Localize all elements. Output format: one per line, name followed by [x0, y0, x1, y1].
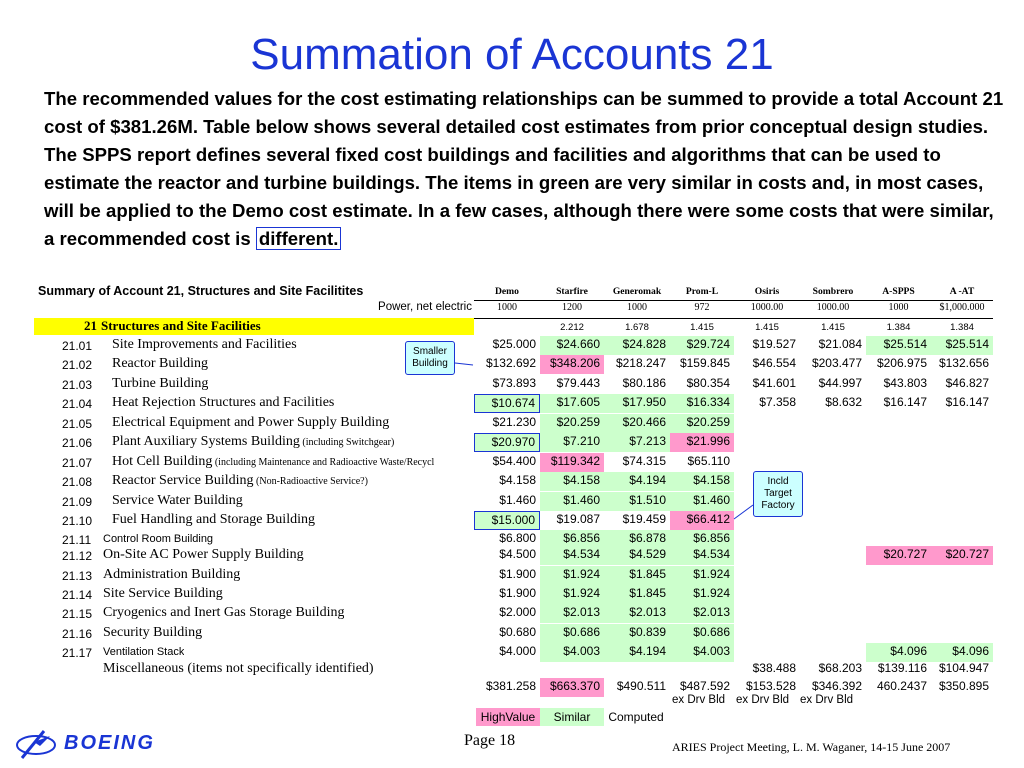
row-label-text: Reactor Building — [112, 356, 209, 371]
power-value: $1,000.000 — [939, 302, 985, 313]
cost-cell: $66.412 — [670, 511, 734, 530]
ex-note: ex Drv Bld — [736, 694, 790, 706]
cost-cell: $1.460 — [499, 493, 536, 507]
row-label-text: Site Service Building — [103, 586, 223, 601]
cost-cell: $6.856 — [670, 530, 734, 549]
column-header: Starfire — [540, 282, 604, 301]
cost-cell: $4.096 — [866, 643, 931, 662]
cost-cell: $4.534 — [540, 546, 604, 565]
section-code: 21 — [84, 318, 97, 333]
cost-cell: $346.392 — [811, 679, 862, 693]
power-value: 1000.00 — [750, 302, 784, 313]
cost-cell: $2.000 — [499, 605, 536, 619]
cost-cell: $132.656 — [938, 356, 989, 370]
cost-cell: $73.893 — [492, 376, 536, 390]
intro-text: The recommended values for the cost estimating relationships can be summed to provide a total Account 21 cost of $381.26M. Table below shows several detailed cost estimates from prior conceptual design studies. The SPPS report defines several fixed cost buildings and facilities and algorithms that can be used to estimate the reactor and turbine buildings. The items in green are very similar in costs and, in most cases, will be applied to the Demo cost estimate. In a few cases, although there were some costs that were similar, a recommended cost is — [44, 88, 1004, 249]
cost-cell: $46.554 — [752, 356, 796, 370]
cost-cell: $24.828 — [604, 336, 670, 355]
row-code: 21.12 — [62, 549, 93, 563]
cost-cell: $21.230 — [492, 415, 536, 429]
column-header: Prom-L — [670, 282, 734, 301]
cost-cell: $350.895 — [938, 679, 989, 693]
row-label-text: Heat Rejection Structures and Facilities — [112, 395, 335, 410]
cost-cell: $2.013 — [604, 604, 670, 623]
cost-cell: $20.259 — [540, 414, 604, 433]
cost-cell: $7.210 — [540, 433, 604, 452]
power-value: 972 — [694, 302, 710, 313]
cost-cell: $490.511 — [616, 679, 666, 693]
row-label — [112, 473, 368, 489]
cost-cell: $348.206 — [540, 355, 604, 374]
column-header: Sombrero — [800, 282, 866, 301]
cost-cell: $4.158 — [540, 472, 604, 491]
factor-value: 1.678 — [625, 322, 649, 333]
row-code: 21.09 — [62, 495, 93, 509]
cost-cell: $79.443 — [556, 376, 600, 390]
legend-item: HighValue — [476, 708, 540, 726]
factor-value: 1.415 — [755, 322, 779, 333]
cost-cell: $38.488 — [752, 661, 796, 675]
cost-cell: $4.000 — [499, 644, 536, 658]
page-title: Summation of Accounts 21 — [250, 30, 774, 79]
row-label — [112, 454, 434, 470]
cost-cell: $15.000 — [474, 511, 540, 530]
row-label — [103, 605, 344, 621]
cost-cell: $6.878 — [604, 530, 670, 549]
cost-cell: $1.460 — [670, 492, 734, 511]
factor-value: 1.384 — [950, 322, 974, 333]
cost-cell: $1.924 — [540, 566, 604, 585]
cost-cell: $153.528 — [745, 679, 796, 693]
cost-cell: $4.194 — [604, 472, 670, 491]
row-label — [112, 434, 394, 450]
ex-note: ex Drv Bld — [672, 694, 726, 706]
row-code: 21.05 — [62, 417, 93, 431]
cost-cell: $104.947 — [938, 661, 989, 675]
cost-cell: $80.354 — [686, 376, 730, 390]
row-label-text: Miscellaneous (items not specifically identified) — [103, 661, 374, 676]
row-label — [103, 567, 240, 583]
cost-cell: $17.605 — [540, 394, 604, 413]
row-code: 21.08 — [62, 475, 93, 489]
cost-cell: $16.147 — [883, 395, 927, 409]
cost-cell: $4.500 — [499, 547, 536, 561]
row-label — [112, 376, 208, 392]
row-label-text: Control Room Building — [103, 533, 214, 545]
cost-cell: $21.996 — [670, 433, 734, 452]
cost-cell: $663.370 — [540, 678, 604, 697]
legend-item: Computed — [604, 708, 668, 726]
row-code: 21.04 — [62, 397, 93, 411]
cost-cell: $20.466 — [604, 414, 670, 433]
cost-cell: $25.000 — [492, 337, 536, 351]
callout-smaller-building: Smaller Building — [405, 341, 455, 375]
page-number: Page 18 — [464, 732, 516, 749]
row-code: 21.10 — [62, 514, 93, 528]
row-label-text: Service Water Building — [112, 493, 243, 508]
row-label — [103, 533, 213, 545]
power-value: 1000 — [627, 302, 647, 313]
cost-cell: $44.997 — [818, 376, 862, 390]
row-code: 21.06 — [62, 436, 93, 450]
cost-cell: $74.315 — [622, 454, 666, 468]
cost-cell: $1.460 — [540, 492, 604, 511]
row-label-note: (including Switchgear) — [299, 437, 395, 448]
cost-cell: $4.534 — [670, 546, 734, 565]
cost-cell: $1.845 — [604, 566, 670, 585]
row-label — [103, 586, 223, 602]
row-label — [112, 512, 315, 528]
cost-cell: $54.400 — [492, 454, 536, 468]
row-code: 21.07 — [62, 456, 93, 470]
row-code: 21.14 — [62, 588, 93, 602]
row-label-text: Electrical Equipment and Power Supply Building — [112, 415, 390, 430]
factor-value: 1.415 — [821, 322, 845, 333]
cost-cell: $4.003 — [540, 643, 604, 662]
cost-cell: 460.2437 — [876, 679, 927, 693]
column-header: Generomak — [604, 282, 670, 301]
power-value: 1000 — [497, 302, 517, 313]
column-header: A-SPPS — [866, 282, 931, 301]
row-label — [112, 395, 334, 411]
cost-cell: $6.856 — [540, 530, 604, 549]
cost-cell: $25.514 — [866, 336, 931, 355]
legend-item: Similar — [540, 708, 604, 726]
column-header: Demo — [474, 282, 540, 301]
row-code: 21.15 — [62, 607, 93, 621]
cost-cell: $68.203 — [818, 661, 862, 675]
cost-cell: $1.924 — [670, 566, 734, 585]
cost-cell: $119.342 — [540, 453, 604, 472]
cost-cell: $159.845 — [679, 356, 730, 370]
cost-cell: $4.158 — [670, 472, 734, 491]
table-caption: Summary of Account 21, Structures and Site Facilitites — [38, 284, 364, 298]
section-label: Structures and Site Facilities — [101, 318, 261, 333]
cost-cell: $0.686 — [540, 624, 604, 643]
row-label — [103, 661, 374, 677]
power-value: 1200 — [562, 302, 582, 313]
cost-cell: $21.084 — [818, 337, 862, 351]
row-label-text: Site Improvements and Facilities — [112, 337, 297, 352]
footer-meeting: ARIES Project Meeting, L. M. Waganer, 14-15 June 2007 — [672, 740, 951, 754]
cost-cell: $20.727 — [931, 546, 993, 565]
cost-cell: $206.975 — [876, 356, 927, 370]
cost-cell: $20.970 — [474, 433, 540, 452]
cost-cell: $4.194 — [604, 643, 670, 662]
cost-cell: $19.527 — [752, 337, 796, 351]
power-label: Power, net electric — [378, 301, 472, 313]
header-line — [474, 318, 993, 319]
row-label-text: Security Building — [103, 625, 203, 640]
row-label — [103, 646, 184, 658]
row-label-text: Plant Auxiliary Systems Building — [112, 434, 300, 449]
factor-value: 2.212 — [560, 322, 584, 333]
cost-cell: $80.186 — [622, 376, 666, 390]
row-label-text: On-Site AC Power Supply Building — [103, 547, 304, 562]
cost-cell: $218.247 — [615, 356, 666, 370]
cost-cell: $1.924 — [540, 585, 604, 604]
cost-cell: $20.259 — [670, 414, 734, 433]
intro-highlight: different. — [256, 227, 342, 250]
cost-cell: $16.334 — [670, 394, 734, 413]
row-code: 21.02 — [62, 358, 93, 372]
cost-cell: $7.213 — [604, 433, 670, 452]
row-label-text: Turbine Building — [112, 376, 209, 391]
column-header: A -AT — [931, 282, 993, 301]
cost-cell: $19.087 — [556, 512, 600, 526]
ex-note: ex Drv Bld — [800, 694, 854, 706]
boeing-wordmark: BOEING — [64, 732, 155, 754]
factor-value: 1.415 — [690, 322, 714, 333]
boeing-logo — [14, 728, 194, 762]
callout-incld-target-factory: Incld Target Factory — [753, 471, 803, 517]
cost-cell: $1.900 — [499, 586, 536, 600]
cost-cell: $0.686 — [670, 624, 734, 643]
cost-cell: $139.116 — [877, 661, 927, 675]
row-label-text: Ventilation Stack — [103, 646, 185, 658]
cost-cell: $1.900 — [499, 567, 536, 581]
row-label — [103, 625, 202, 641]
cost-cell: $0.680 — [499, 625, 536, 639]
cost-cell: $2.013 — [670, 604, 734, 623]
cost-cell: $7.358 — [759, 395, 796, 409]
row-label — [112, 415, 389, 431]
cost-cell: $19.459 — [622, 512, 666, 526]
row-label-note: (Non-Radioactive Service?) — [253, 476, 368, 487]
cost-cell: $4.003 — [670, 643, 734, 662]
cost-cell: $10.674 — [474, 394, 540, 413]
cost-cell: $65.110 — [687, 454, 730, 468]
cost-cell: $132.692 — [485, 356, 536, 370]
row-code: 21.11 — [62, 533, 92, 547]
intro-paragraph — [44, 85, 1004, 253]
row-code: 21.17 — [62, 646, 93, 660]
cost-cell: $46.827 — [945, 376, 989, 390]
cost-cell: $24.660 — [540, 336, 604, 355]
row-code: 21.01 — [62, 339, 93, 353]
cost-cell: $4.096 — [931, 643, 993, 662]
cost-cell: $1.845 — [604, 585, 670, 604]
row-label-text: Hot Cell Building — [112, 454, 213, 469]
cost-cell: $4.158 — [499, 473, 536, 487]
cost-cell: $2.013 — [540, 604, 604, 623]
cost-cell: $1.510 — [604, 492, 670, 511]
cost-cell: $29.724 — [670, 336, 734, 355]
row-label-text: Reactor Service Building — [112, 473, 254, 488]
row-label-text: Cryogenics and Inert Gas Storage Building — [103, 605, 345, 620]
cost-cell: $17.950 — [604, 394, 670, 413]
row-label — [112, 337, 297, 353]
cost-cell: $1.924 — [670, 585, 734, 604]
cost-cell: $25.514 — [931, 336, 993, 355]
row-label-note: (including Maintenance and Radioactive Waste/Recycl — [212, 457, 435, 468]
cost-cell: $487.592 — [679, 679, 730, 693]
cost-cell: $8.632 — [825, 395, 862, 409]
boeing-symbol-icon — [14, 728, 58, 762]
cost-cell: $43.803 — [883, 376, 927, 390]
cost-cell: $203.477 — [811, 356, 862, 370]
cost-cell: $20.727 — [866, 546, 931, 565]
cost-cell: $41.601 — [752, 376, 796, 390]
row-label-text: Fuel Handling and Storage Building — [112, 512, 315, 527]
power-value: 1000.00 — [816, 302, 850, 313]
row-code: 21.13 — [62, 569, 93, 583]
column-header: Osiris — [734, 282, 800, 301]
row-code: 21.03 — [62, 378, 93, 392]
cost-cell: $6.800 — [499, 531, 536, 545]
row-label — [112, 356, 208, 372]
row-label — [112, 493, 243, 509]
factor-value: 1.384 — [886, 322, 911, 333]
cost-cell: $4.529 — [604, 546, 670, 565]
row-label-text: Administration Building — [103, 567, 241, 582]
cost-cell: $0.839 — [604, 624, 670, 643]
cost-cell: $16.147 — [945, 395, 989, 409]
row-code: 21.16 — [62, 627, 93, 641]
cost-cell: $381.258 — [485, 679, 536, 693]
power-value: 1000 — [888, 302, 909, 313]
row-label — [103, 547, 304, 563]
